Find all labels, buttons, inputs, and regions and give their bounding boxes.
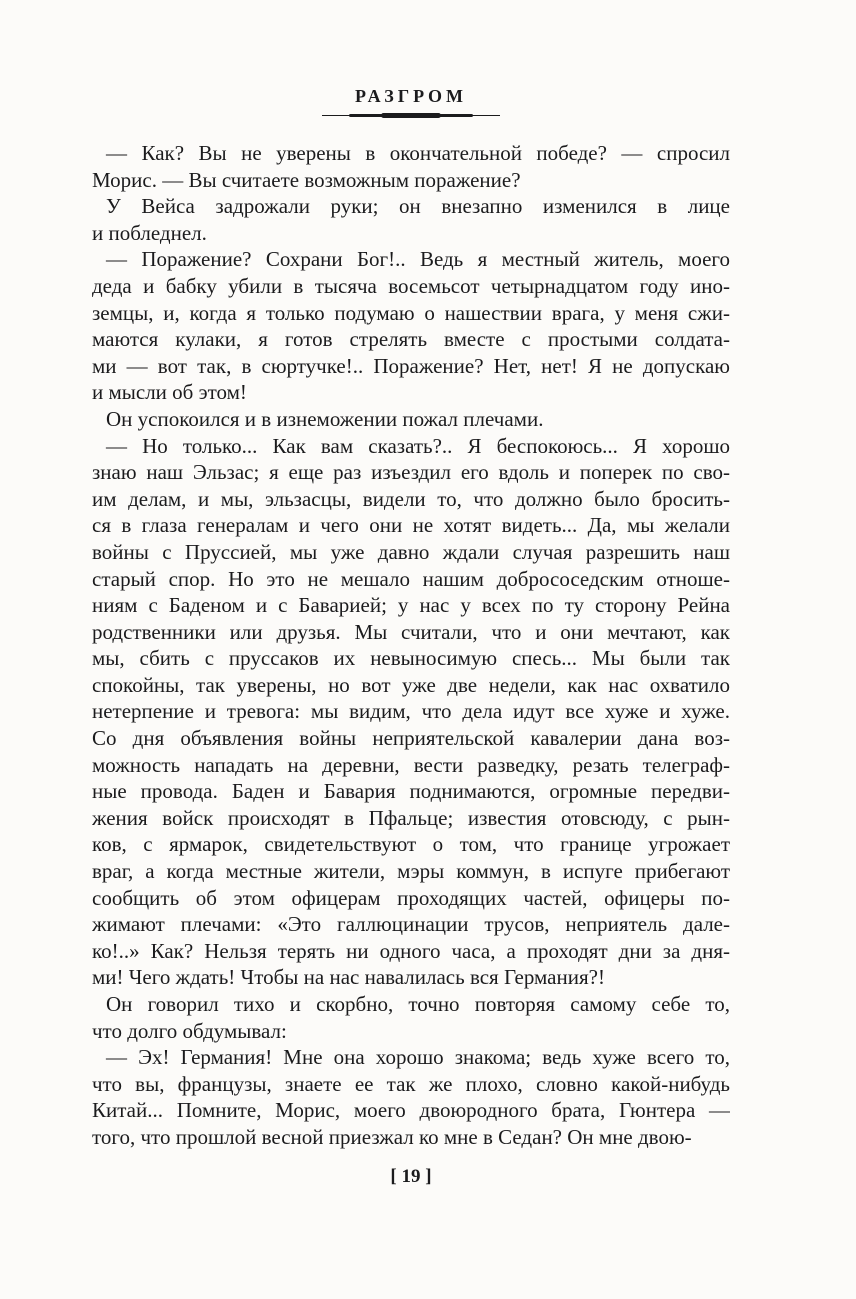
paragraph bbox=[92, 193, 730, 246]
text-line: У Вейса задрожали руки; он внезапно изменился в лице bbox=[106, 194, 730, 219]
text-line: — Как? Вы не уверены в окончательной победе? — спросил bbox=[106, 141, 730, 165]
paragraph bbox=[92, 433, 730, 991]
text-line: можность нападать на деревни, вести разведку, резать телеграф- bbox=[92, 752, 730, 777]
text-line: жимают плечами: «Это галлюцинации трусов, неприятель дале- bbox=[92, 912, 730, 937]
text-line: маются кулаки, я готов стрелять вместе с простыми солдата- bbox=[92, 327, 730, 352]
text-line: Морис. — Вы считаете возможным поражение? bbox=[92, 167, 521, 192]
text-line: родственники или друзья. Мы считали, что и они мечтают, как bbox=[92, 619, 730, 644]
text-line: жения войск происходят в Пфальце; известия отовсюду, с рын- bbox=[92, 805, 730, 830]
paragraph bbox=[92, 991, 730, 1044]
text-line: сообщить об этом офицерам проходящих частей, офицеры по- bbox=[92, 885, 730, 910]
text-line: Со дня объявления войны неприятельской кавалерии дана воз- bbox=[92, 726, 730, 751]
text-block bbox=[92, 140, 730, 1151]
text-line: старый спор. Но это не мешало нашим добрососедским отноше- bbox=[92, 566, 730, 591]
text-line: Китай... Помните, Морис, моего двоюродного брата, Гюнтера — bbox=[92, 1098, 730, 1123]
text-line: ниям с Баденом и с Баварией; у нас у всех по ту сторону Рейна bbox=[92, 593, 730, 618]
text-line: земцы, и, когда я только подумаю о нашествии врага, у меня сжи- bbox=[92, 300, 730, 325]
text-line: нетерпение и тревога: мы видим, что дела идут все хуже и хуже. bbox=[92, 699, 730, 724]
text-line: ми! Чего ждать! Чтобы на нас навалилась вся Германия?! bbox=[92, 965, 605, 990]
text-line: ко!..» Как? Нельзя терять ни одного часа, а проходят дни за дня- bbox=[92, 938, 730, 963]
text-line: — Но только... Как вам сказать?.. Я беспокоюсь... Я хорошо bbox=[106, 433, 730, 458]
text-line: ков, с ярмарок, свидетельствуют о том, что границе угрожает bbox=[92, 832, 730, 857]
running-head-title: РАЗГРОМ bbox=[354, 86, 468, 106]
page-number: [ 19 ] bbox=[390, 1166, 432, 1187]
text-line: Он успокоился и в изнеможении пожал плечами. bbox=[106, 406, 544, 431]
text-line: деда и бабку убили в тысяча восемьсот четырнадцатом году ино- bbox=[92, 273, 730, 298]
ornament-rule-thick-segment bbox=[381, 113, 442, 118]
text-line: им делам, и мы, эльзасцы, видели то, что должно было бросить- bbox=[92, 486, 730, 511]
text-line: Он говорил тихо и скорбно, точно повторяя самому себе то, bbox=[106, 992, 730, 1016]
text-line: спокойны, так уверены, но вот уже две недели, как нас охватило bbox=[92, 672, 730, 697]
text-line: и побледнел. bbox=[92, 220, 207, 245]
text-line: войны с Пруссией, мы уже давно ждали случая разрешить наш bbox=[92, 539, 730, 564]
paragraph bbox=[92, 246, 730, 406]
text-line: ся в глаза генералам и чего они не хотят видеть... Да, мы желали bbox=[92, 513, 730, 538]
text-line: враг, а когда местные жители, мэры коммун, в испуге прибегают bbox=[92, 859, 730, 884]
text-line: что долго обдумывал: bbox=[92, 1018, 287, 1043]
ornament-rule bbox=[92, 111, 730, 121]
text-line: ми — вот так, в сюртучке!.. Поражение? Нет, нет! Я не допускаю bbox=[92, 353, 730, 378]
text-line: того, что прошлой весной приезжал ко мне в Седан? Он мне двою- bbox=[92, 1124, 692, 1149]
paragraph bbox=[92, 140, 730, 193]
text-line: и мысли об этом! bbox=[92, 380, 247, 405]
text-line: что вы, французы, знаете ее так же плохо, словно какой-нибудь bbox=[92, 1071, 730, 1096]
text-line: знаю наш Эльзас; я еще раз изъездил его вдоль и поперек по сво- bbox=[92, 460, 730, 485]
text-line: ные провода. Баден и Бавария поднимаются, огромные передви- bbox=[92, 779, 730, 804]
paragraph bbox=[92, 1044, 730, 1150]
paragraph bbox=[92, 406, 730, 433]
text-line: мы, сбить с пруссаков их невыносимую спесь... Мы были так bbox=[92, 646, 730, 671]
ornament-rule-shape bbox=[322, 111, 500, 119]
text-line: — Эх! Германия! Мне она хорошо знакома; ведь хуже всего то, bbox=[106, 1045, 730, 1070]
text-line: — Поражение? Сохрани Бог!.. Ведь я местный житель, моего bbox=[106, 247, 730, 272]
